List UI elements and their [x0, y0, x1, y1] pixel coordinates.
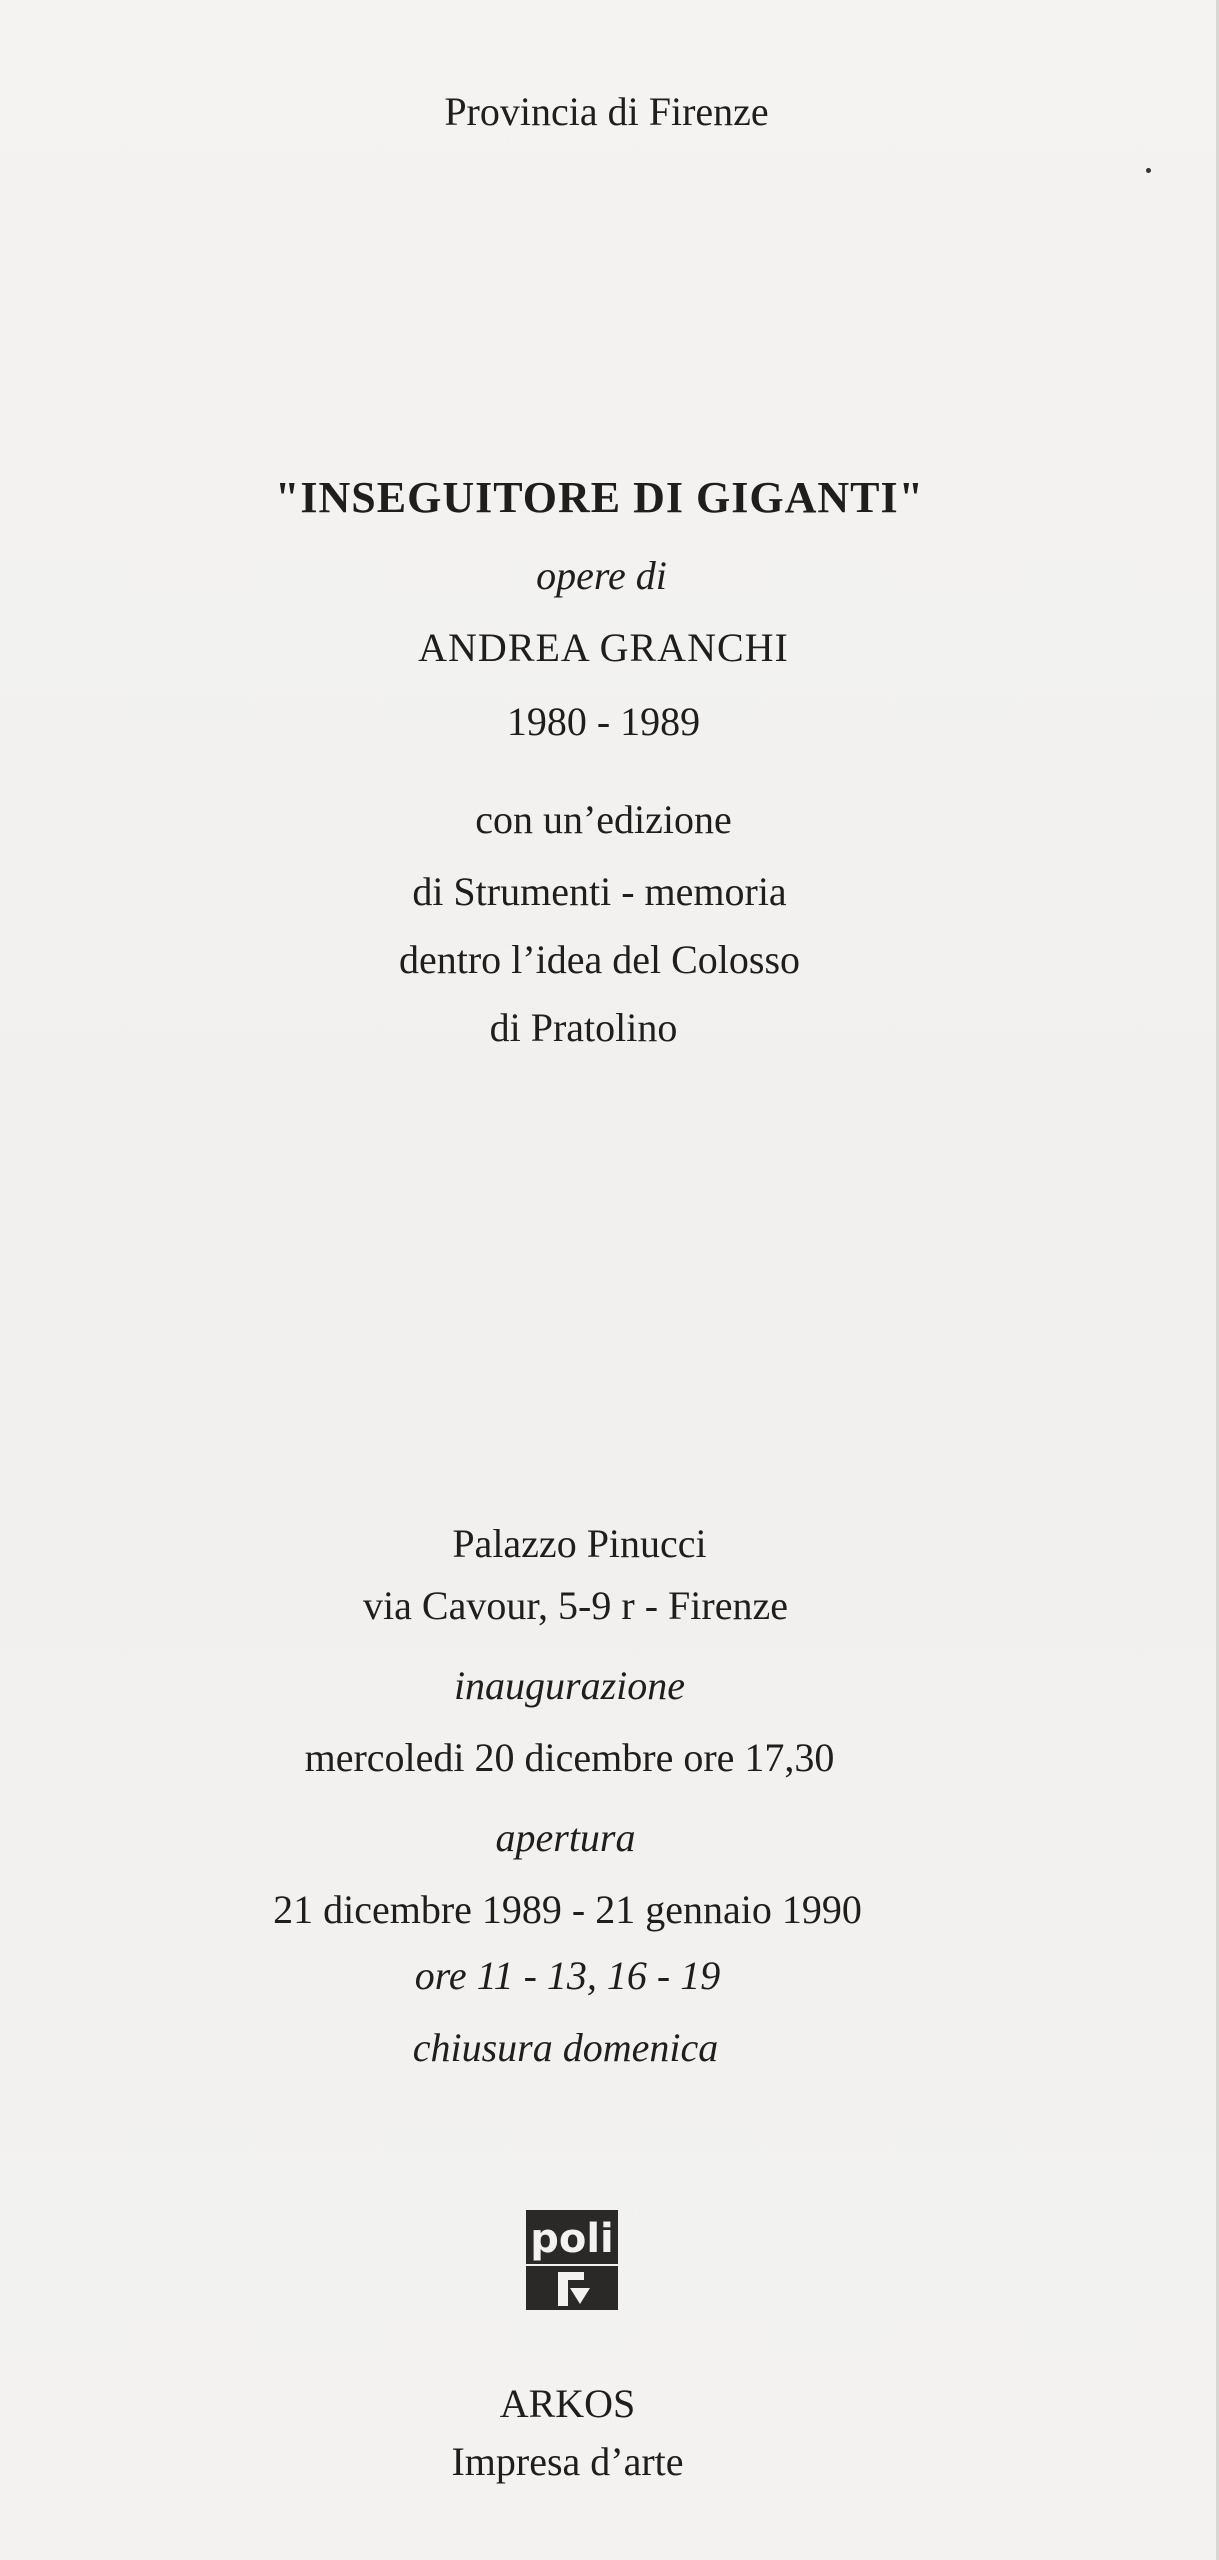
company-subtitle: Impresa d’arte	[451, 2439, 684, 2484]
closing-day: chiusura domenica	[412, 2025, 719, 2070]
opening-hours: ore 11 - 13, 16 - 19	[414, 1953, 721, 1998]
inauguration-label: inaugurazione	[453, 1663, 686, 1708]
exhibition-title: "INSEGUITORE DI GIGANTI"	[274, 473, 925, 522]
exhibition-years: 1980 - 1989	[506, 699, 701, 744]
opening-label: apertura	[495, 1815, 636, 1860]
issuer-line: Provincia di Firenze	[444, 89, 769, 134]
works-by-label: opere di	[536, 553, 667, 598]
paper-speck	[1146, 168, 1151, 173]
edition-line-4: di Pratolino	[489, 1005, 678, 1050]
edition-line-1: con un’edizione	[475, 797, 732, 842]
opening-dates: 21 dicembre 1989 - 21 gennaio 1990	[273, 1887, 862, 1932]
artist-name: ANDREA GRANCHI	[418, 625, 789, 670]
edition-line-2: di Strumenti - memoria	[412, 869, 787, 914]
edition-line-3: dentro l’idea del Colosso	[398, 937, 801, 982]
venue-address: via Cavour, 5-9 r - Firenze	[363, 1583, 788, 1628]
venue-name: Palazzo Pinucci	[452, 1521, 707, 1566]
inauguration-date: mercoledi 20 dicembre ore 17,30	[304, 1735, 835, 1780]
company-name: ARKOS	[499, 2381, 636, 2426]
logo-top-text: poli	[530, 2216, 614, 2262]
printer-logo-icon	[524, 2208, 620, 2312]
